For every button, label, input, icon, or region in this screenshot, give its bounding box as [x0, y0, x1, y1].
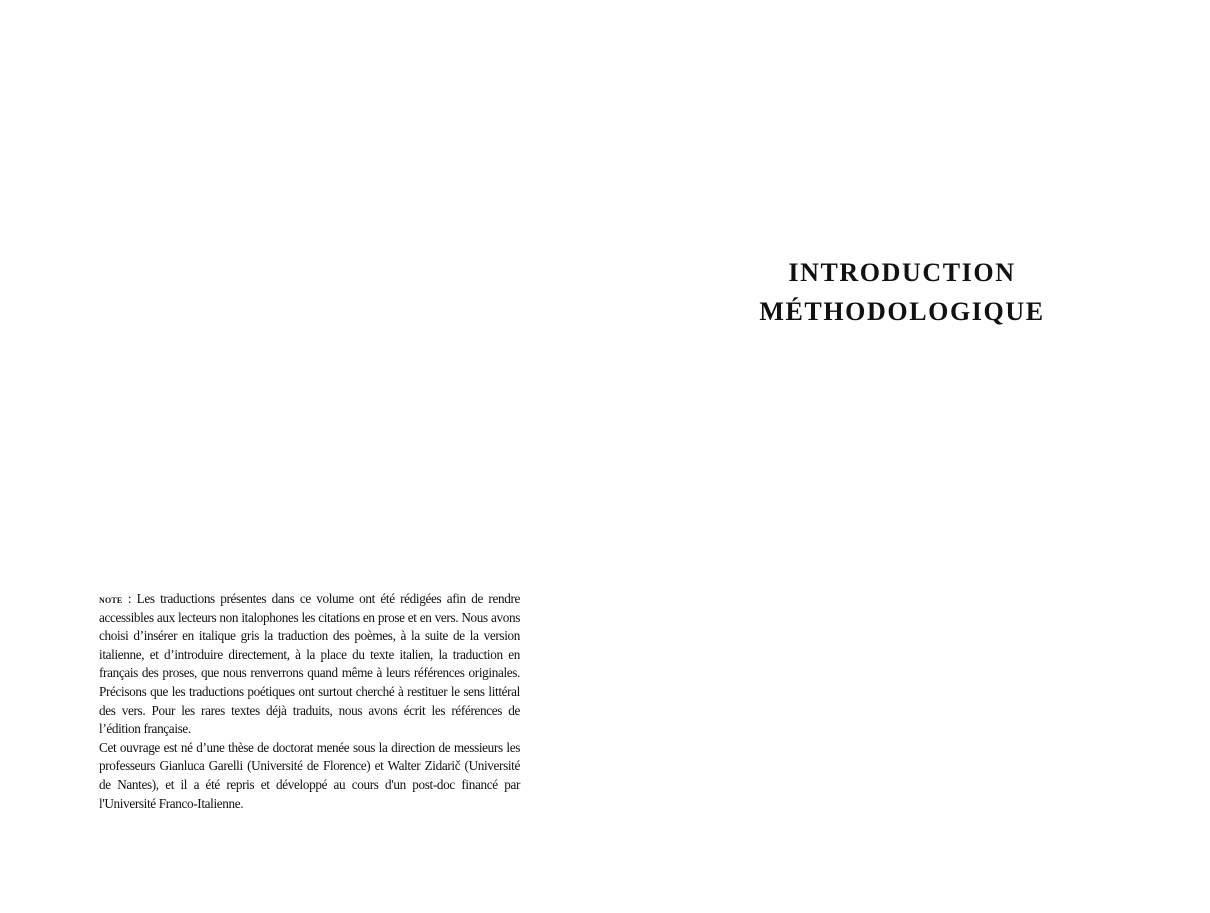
chapter-title: [695, 253, 1109, 331]
note-separator: :: [122, 591, 137, 606]
right-page: [605, 0, 1210, 913]
acknowledgement-paragraph: Cet ouvrage est né d’une thèse de doctorat menée sous la direction de messieurs les professeurs Gianluca Garelli (Université de Florence) et Walter Zidarič (Université de Nantes), et il a été repris et développé au cours d'un post-doc financé par l'Université Franco-Italienne.: [99, 739, 520, 811]
note-text: Les traductions présentes dans ce volume ont été rédigées afin de rendre accessibles aux lecteurs non italophones les citations en prose et en vers. Nous avons choisi d’insérer en italique gris la traduction des poèmes, à la suite de la version italienne, et d’introduire directement, à la place du texte italien, la traduction en français des proses, que nous renverrons quand même à leurs références originales. Précisons que les traductions poétiques ont surtout cherché à restituer le sens littéral des vers. Pour les rares textes déjà traduits, nous avons écrit les références de l’édition française.: [99, 591, 520, 737]
chapter-title-line-1: INTRODUCTION: [788, 258, 1016, 287]
chapter-title-line-2: MÉTHODOLOGIQUE: [759, 297, 1045, 326]
note-label: note: [99, 592, 123, 606]
note-paragraph: [99, 590, 520, 739]
translation-note: [99, 590, 520, 813]
